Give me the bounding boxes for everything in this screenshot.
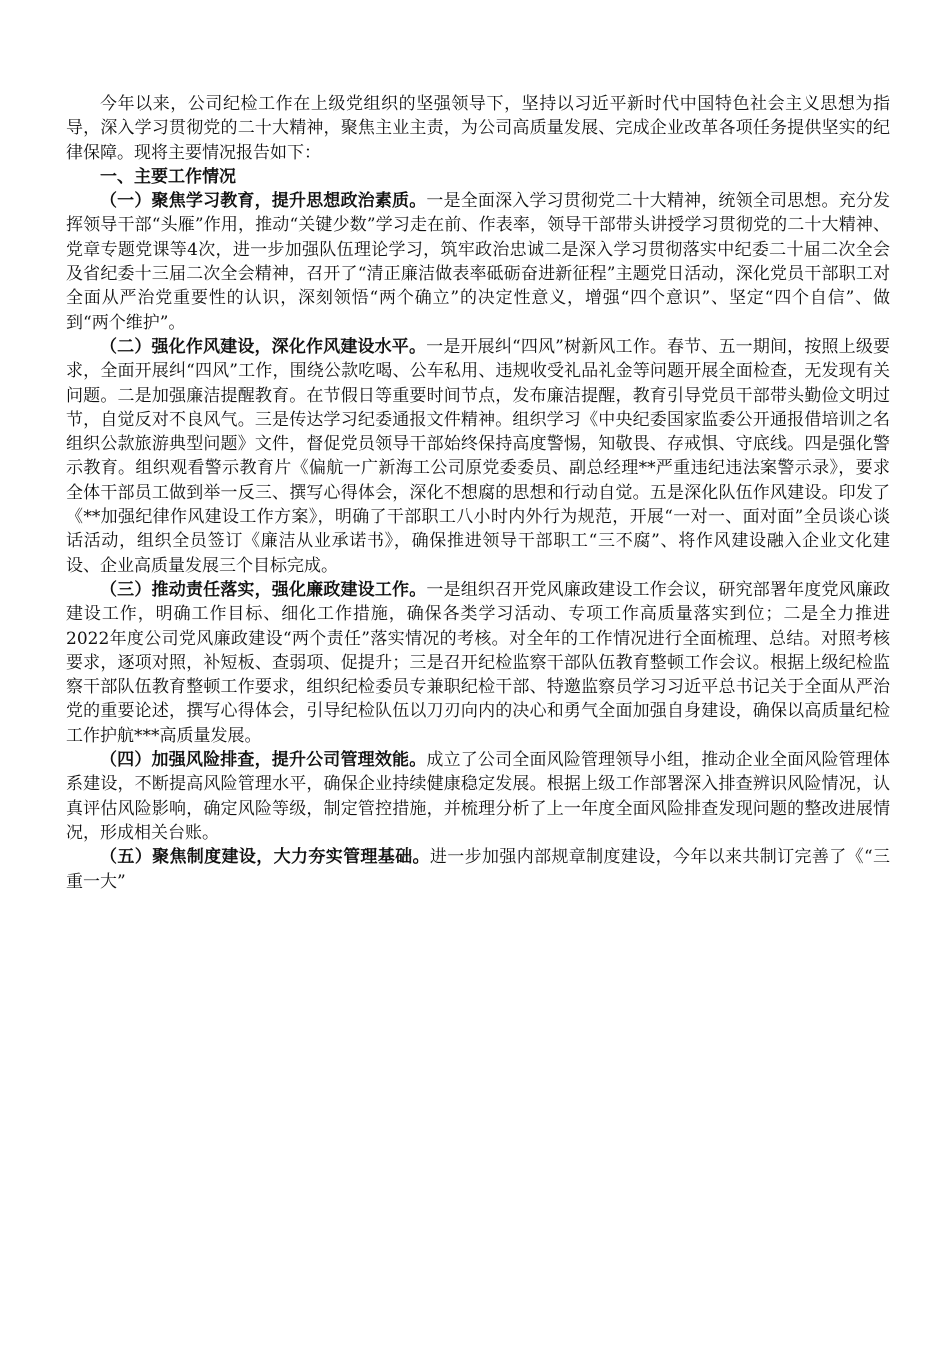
paragraph-3 (66, 578, 890, 748)
paragraph-2 (66, 335, 890, 578)
paragraph-3-lead: （三）推动责任落实，强化廉政建设工作。 (100, 579, 427, 600)
paragraph-4-body: 成立了公司全面风险管理领导小组，推动企业全面风险管理体系建设，不断提高风险管理水平，确保企业持续健康稳定发展。根据上级工作部署深入排查辨识风险情况，认真评估风险影响，确定风险等级，制定管控措施，并梳理分析了上一年度全面风险排查发现问题的整改进展情况，形成相关台账。 (66, 750, 891, 843)
paragraph-5-body: 进一步加强内部规章制度建设，今年以来共制订完善了《“三重一大” (66, 847, 890, 892)
section-heading: 一、主要工作情况 (100, 166, 236, 187)
paragraph-5-lead: （五）聚焦制度建设，大力夯实管理基础。 (100, 847, 430, 868)
paragraph-1 (66, 189, 890, 335)
paragraph-4 (66, 748, 890, 845)
intro-paragraph: 今年以来，公司纪检工作在上级党组织的坚强领导下，坚持以习近平新时代中国特色社会主义思想为指导，深入学习贯彻党的二十大精神，聚焦主业主责，为公司高质量发展、完成企业改革各项任务提供坚实的纪律保障。现将主要情况报告如下： (66, 94, 890, 163)
paragraph-4-lead: （四）加强风险排查，提升公司管理效能。 (100, 750, 427, 771)
paragraph-3-body: 一是组织召开党风廉政建设工作会议，研究部署年度党风廉政建设工作，明确工作目标、细化工作措施，确保各类学习活动、专项工作高质量落实到位；二是全力推进2022年度公司党风廉政建设“两个责任”落实情况的考核。对全年的工作情况进行全面梳理、总结。对照考核要求，逐项对照，补短板、查弱项、促提升；三是召开纪检监察干部队伍教育整顿工作会议。根据上级纪检监察干部队伍教育整顿工作要求，组织纪检委员专兼职纪检干部、特邀监察员学习习近平总书记关于全面从严治党的重要论述，撰写心得体会，引导纪检队伍以刀刃向内的决心和勇气全面加强自身建设，确保以高质量纪检工作护航***高质量发展。 (66, 579, 891, 746)
paragraph-2-lead: （二）强化作风建设，深化作风建设水平。 (100, 336, 427, 357)
paragraph-1-lead: （一）聚焦学习教育，提升思想政治素质。 (100, 191, 427, 212)
document-body (66, 92, 890, 894)
paragraph-5 (66, 845, 890, 894)
paragraph-2-body: 一是开展纠“四风”树新风工作。春节、五一期间，按照上级要求，全面开展纠“四风”工作，围绕公款吃喝、公车私用、违规收受礼品礼金等问题开展全面检查，无发现有关问题。二是加强廉洁提醒教育。在节假日等重要时间节点，发布廉洁提醒，教育引导党员干部带头勤俭文明过节，自觉反对不良风气。三是传达学习纪委通报文件精神。组织学习《中央纪委国家监委公开通报借培训之名组织公款旅游典型问题》文件，督促党员领导干部始终保持高度警惕，知敬畏、存戒惧、守底线。四是强化警示教育。组织观看警示教育片《偏航一广新海工公司原党委委员、副总经理**严重违纪违法案警示录》，要求全体干部员工做到举一反三、撰写心得体会，深化不想腐的思想和行动自觉。五是深化队伍作风建设。印发了《**加强纪律作风建设工作方案》，明确了干部职工八小时内外行为规范，开展“一对一、面对面”全员谈心谈话活动，组织全员签订《廉洁从业承诺书》，确保推进领导干部职工“三不腐”、将作风建设融入企业文化建设、企业高质量发展三个目标完成。 (66, 336, 891, 576)
paragraph-1-body: 一是全面深入学习贯彻党二十大精神，统领全司思想。充分发挥领导干部“头雁”作用，推动“关键少数”学习走在前、作表率，领导干部带头讲授学习贯彻党的二十大精神、党章专题党课等4次，进一步加强队伍理论学习，筑牢政治忠诚二是深入学习贯彻落实中纪委二十届二次全会及省纪委十三届二次全会精神，召开了“清正廉洁做表率砥砺奋进新征程”主题党日活动，深化党员干部职工对全面从严治党重要性的认识，深刻领悟“两个确立”的决定性意义，增强“四个意识”、坚定“四个自信”、做到“两个维护”。 (66, 191, 891, 333)
